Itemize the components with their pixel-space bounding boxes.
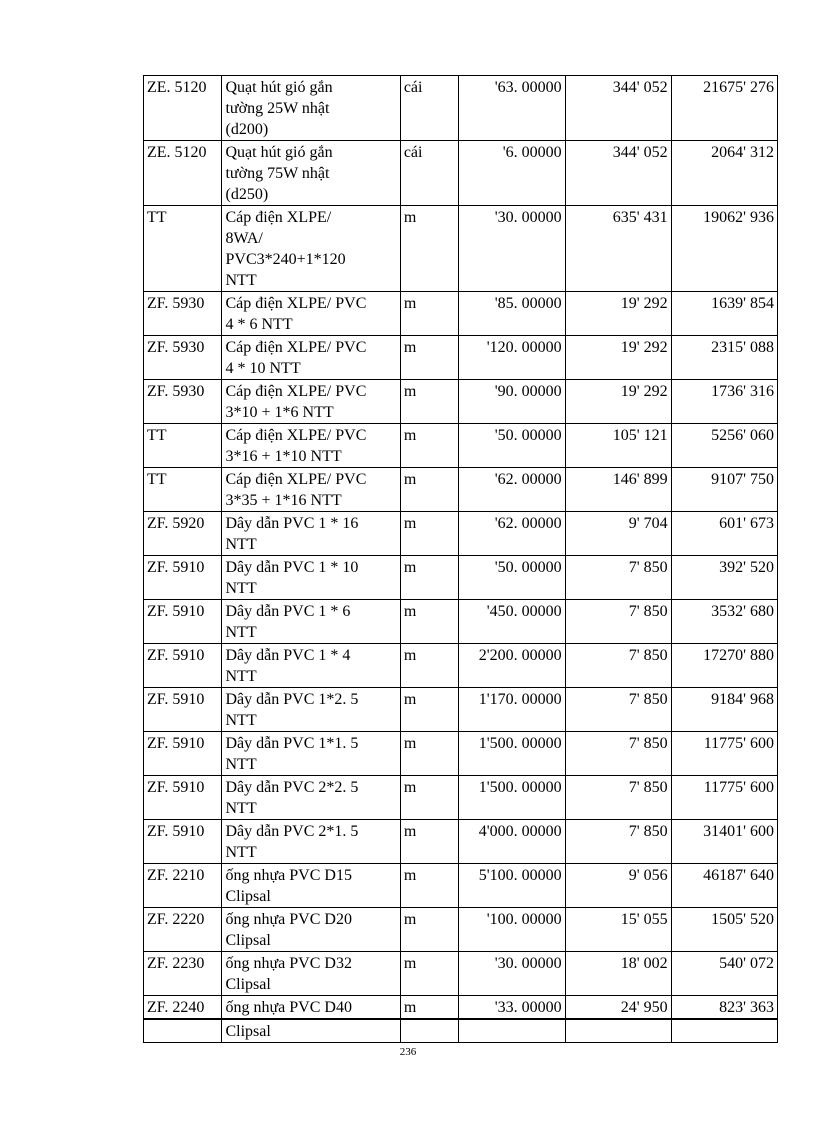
amount-cell: 9184' 968 bbox=[671, 688, 777, 732]
item-code-cell: TT bbox=[144, 468, 222, 512]
table-row bbox=[144, 336, 778, 380]
description-line: NTT bbox=[225, 844, 257, 861]
description-line: Quạt hút gió gắn bbox=[225, 144, 333, 161]
unit-cell: m bbox=[400, 424, 459, 468]
unit-price-cell: 24' 950 bbox=[565, 996, 671, 1020]
description-line: 3*10 + 1*6 NTT bbox=[225, 404, 334, 421]
item-code-cell: ZF. 2230 bbox=[144, 952, 222, 996]
amount-cell: 540' 072 bbox=[671, 952, 777, 996]
description-line: NTT bbox=[225, 624, 257, 641]
amount-cell: 2315' 088 bbox=[671, 336, 777, 380]
table-row bbox=[144, 512, 778, 556]
quantity-cell bbox=[459, 1019, 565, 1043]
amount-cell: 1639' 854 bbox=[671, 292, 777, 336]
unit-cell: m bbox=[400, 776, 459, 820]
quantity-cell: '30. 00000 bbox=[459, 952, 565, 996]
table-row bbox=[144, 600, 778, 644]
quantity-cell: 4'000. 00000 bbox=[459, 820, 565, 864]
unit-cell: cái bbox=[400, 76, 459, 141]
unit-price-cell: 146' 899 bbox=[565, 468, 671, 512]
description-cell bbox=[222, 776, 400, 820]
quantity-cell: 1'170. 00000 bbox=[459, 688, 565, 732]
table-row bbox=[144, 732, 778, 776]
description-line: NTT bbox=[225, 756, 257, 773]
item-code-cell: TT bbox=[144, 424, 222, 468]
item-code-cell: ZF. 5930 bbox=[144, 292, 222, 336]
description-line: NTT bbox=[225, 712, 257, 729]
table-row bbox=[144, 776, 778, 820]
table-row bbox=[144, 424, 778, 468]
item-code-cell: TT bbox=[144, 206, 222, 292]
unit-cell: m bbox=[400, 952, 459, 996]
table-row bbox=[144, 556, 778, 600]
description-line: Cáp điện XLPE/ PVC bbox=[225, 427, 367, 444]
amount-cell: 11775' 600 bbox=[671, 776, 777, 820]
item-code-cell: ZF. 5910 bbox=[144, 820, 222, 864]
description-line: NTT bbox=[225, 800, 257, 817]
unit-price-cell: 635' 431 bbox=[565, 206, 671, 292]
amount-cell: 3532' 680 bbox=[671, 600, 777, 644]
description-line: 8WA/ bbox=[225, 230, 263, 247]
quantity-cell: '63. 00000 bbox=[459, 76, 565, 141]
amount-cell: 31401' 600 bbox=[671, 820, 777, 864]
unit-cell: m bbox=[400, 600, 459, 644]
unit-cell: m bbox=[400, 688, 459, 732]
table-row bbox=[144, 820, 778, 864]
unit-price-cell: 9' 704 bbox=[565, 512, 671, 556]
description-cell bbox=[222, 600, 400, 644]
description-line: NTT bbox=[225, 668, 257, 685]
unit-price-cell: 15' 055 bbox=[565, 908, 671, 952]
unit-price-cell: 105' 121 bbox=[565, 424, 671, 468]
table-row bbox=[144, 468, 778, 512]
description-cell bbox=[222, 864, 400, 908]
description-line: Clipsal bbox=[225, 932, 271, 949]
description-cell bbox=[222, 336, 400, 380]
table-row bbox=[144, 864, 778, 908]
unit-cell: m bbox=[400, 644, 459, 688]
quantity-cell: '33. 00000 bbox=[459, 996, 565, 1020]
description-line: Quạt hút gió gắn bbox=[225, 79, 333, 96]
page-number: 236 bbox=[399, 1046, 417, 1058]
description-line: ống nhựa PVC D20 bbox=[225, 911, 352, 928]
table-row bbox=[144, 76, 778, 141]
description-line: Clipsal bbox=[225, 976, 271, 993]
unit-price-cell: 7' 850 bbox=[565, 600, 671, 644]
amount-cell: 11775' 600 bbox=[671, 732, 777, 776]
description-line: 4 * 6 NTT bbox=[225, 316, 293, 333]
description-cell bbox=[222, 141, 400, 206]
unit-cell: m bbox=[400, 206, 459, 292]
item-code-cell: ZF. 5910 bbox=[144, 688, 222, 732]
table-row bbox=[144, 908, 778, 952]
description-line: Dây dẫn PVC 1 * 6 bbox=[225, 603, 351, 620]
table-row bbox=[144, 644, 778, 688]
table-body bbox=[144, 76, 778, 1043]
quantity-cell: '100. 00000 bbox=[459, 908, 565, 952]
item-code-cell: ZF. 2220 bbox=[144, 908, 222, 952]
amount-cell: 46187' 640 bbox=[671, 864, 777, 908]
item-code-cell bbox=[144, 1019, 222, 1043]
description-line: Cáp điện XLPE/ PVC bbox=[225, 383, 367, 400]
description-line: tường 25W nhật bbox=[225, 100, 330, 117]
table-row bbox=[144, 141, 778, 206]
description-cell bbox=[222, 1019, 400, 1043]
unit-price-cell: 19' 292 bbox=[565, 380, 671, 424]
description-line: 3*16 + 1*10 NTT bbox=[225, 448, 342, 465]
description-cell bbox=[222, 380, 400, 424]
unit-price-cell: 19' 292 bbox=[565, 292, 671, 336]
unit-cell: m bbox=[400, 556, 459, 600]
description-line: Dây dẫn PVC 2*1. 5 bbox=[225, 823, 359, 840]
description-line: Dây dẫn PVC 1 * 16 bbox=[225, 515, 359, 532]
description-line: 4 * 10 NTT bbox=[225, 360, 301, 377]
description-line: ống nhựa PVC D32 bbox=[225, 955, 352, 972]
description-line: NTT bbox=[225, 580, 257, 597]
unit-cell: m bbox=[400, 336, 459, 380]
description-line: PVC3*240+1*120 bbox=[225, 251, 346, 268]
unit-cell: m bbox=[400, 292, 459, 336]
description-line: Dây dẫn PVC 1 * 10 bbox=[225, 559, 359, 576]
description-line: (d200) bbox=[225, 121, 269, 138]
quantity-cell: 1'500. 00000 bbox=[459, 732, 565, 776]
description-line: Dây dẫn PVC 1*1. 5 bbox=[225, 735, 359, 752]
item-code-cell: ZF. 5910 bbox=[144, 600, 222, 644]
table-row bbox=[144, 1019, 778, 1043]
unit-price-cell: 7' 850 bbox=[565, 732, 671, 776]
quantity-cell: '62. 00000 bbox=[459, 512, 565, 556]
unit-price-cell: 18' 002 bbox=[565, 952, 671, 996]
description-cell bbox=[222, 820, 400, 864]
description-cell bbox=[222, 556, 400, 600]
unit-price-cell: 7' 850 bbox=[565, 644, 671, 688]
quantity-cell: '50. 00000 bbox=[459, 556, 565, 600]
amount-cell: 5256' 060 bbox=[671, 424, 777, 468]
item-code-cell: ZE. 5120 bbox=[144, 76, 222, 141]
description-cell bbox=[222, 732, 400, 776]
unit-price-cell: 344' 052 bbox=[565, 141, 671, 206]
item-code-cell: ZF. 5910 bbox=[144, 556, 222, 600]
description-cell bbox=[222, 644, 400, 688]
amount-cell: 21675' 276 bbox=[671, 76, 777, 141]
quantity-cell: '450. 00000 bbox=[459, 600, 565, 644]
description-cell bbox=[222, 292, 400, 336]
amount-cell bbox=[671, 1019, 777, 1043]
unit-cell: m bbox=[400, 732, 459, 776]
description-line: ống nhựa PVC D15 bbox=[225, 867, 352, 884]
quantity-cell: '62. 00000 bbox=[459, 468, 565, 512]
quantity-cell: 2'200. 00000 bbox=[459, 644, 565, 688]
description-cell bbox=[222, 424, 400, 468]
description-line: Clipsal bbox=[225, 888, 271, 905]
description-line: Dây dẫn PVC 1 * 4 bbox=[225, 647, 351, 664]
amount-cell: 17270' 880 bbox=[671, 644, 777, 688]
unit-cell: cái bbox=[400, 141, 459, 206]
item-code-cell: ZF. 5930 bbox=[144, 336, 222, 380]
quantity-cell: '30. 00000 bbox=[459, 206, 565, 292]
description-cell bbox=[222, 908, 400, 952]
item-code-cell: ZF. 2210 bbox=[144, 864, 222, 908]
item-code-cell: ZF. 5930 bbox=[144, 380, 222, 424]
unit-cell: m bbox=[400, 864, 459, 908]
item-code-cell: ZF. 5910 bbox=[144, 644, 222, 688]
unit-cell bbox=[400, 1019, 459, 1043]
description-line: 3*35 + 1*16 NTT bbox=[225, 492, 342, 509]
description-line: Dây dẫn PVC 2*2. 5 bbox=[225, 779, 359, 796]
item-code-cell: ZE. 5120 bbox=[144, 141, 222, 206]
unit-cell: m bbox=[400, 468, 459, 512]
item-code-cell: ZF. 5910 bbox=[144, 776, 222, 820]
unit-price-cell: 7' 850 bbox=[565, 688, 671, 732]
unit-cell: m bbox=[400, 512, 459, 556]
amount-cell: 1505' 520 bbox=[671, 908, 777, 952]
unit-cell: m bbox=[400, 996, 459, 1020]
amount-cell: 2064' 312 bbox=[671, 141, 777, 206]
description-cell bbox=[222, 468, 400, 512]
item-code-cell: ZF. 2240 bbox=[144, 996, 222, 1020]
description-cell bbox=[222, 952, 400, 996]
description-line: Cáp điện XLPE/ PVC bbox=[225, 471, 367, 488]
unit-price-cell bbox=[565, 1019, 671, 1043]
quantity-cell: '85. 00000 bbox=[459, 292, 565, 336]
table-row bbox=[144, 952, 778, 996]
item-code-cell: ZF. 5920 bbox=[144, 512, 222, 556]
description-cell bbox=[222, 996, 400, 1020]
amount-cell: 392' 520 bbox=[671, 556, 777, 600]
unit-price-cell: 344' 052 bbox=[565, 76, 671, 141]
description-line: Dây dẫn PVC 1*2. 5 bbox=[225, 691, 359, 708]
description-line: Cáp điện XLPE/ PVC bbox=[225, 339, 367, 356]
description-line: ống nhựa PVC D40 bbox=[225, 999, 352, 1016]
table-row bbox=[144, 380, 778, 424]
quantity-cell: 1'500. 00000 bbox=[459, 776, 565, 820]
unit-price-cell: 19' 292 bbox=[565, 336, 671, 380]
description-line: tường 75W nhật bbox=[225, 165, 330, 182]
unit-price-cell: 7' 850 bbox=[565, 820, 671, 864]
description-cell bbox=[222, 76, 400, 141]
unit-cell: m bbox=[400, 820, 459, 864]
amount-cell: 9107' 750 bbox=[671, 468, 777, 512]
bill-of-quantities-table bbox=[143, 75, 778, 1043]
unit-price-cell: 7' 850 bbox=[565, 556, 671, 600]
quantity-cell: '90. 00000 bbox=[459, 380, 565, 424]
item-code-cell: ZF. 5910 bbox=[144, 732, 222, 776]
unit-price-cell: 9' 056 bbox=[565, 864, 671, 908]
quantity-cell: '50. 00000 bbox=[459, 424, 565, 468]
description-line: (d250) bbox=[225, 186, 269, 203]
unit-cell: m bbox=[400, 908, 459, 952]
table-row bbox=[144, 292, 778, 336]
description-line: Clipsal bbox=[225, 1023, 271, 1040]
amount-cell: 823' 363 bbox=[671, 996, 777, 1020]
quantity-cell: 5'100. 00000 bbox=[459, 864, 565, 908]
description-line: NTT bbox=[225, 272, 257, 289]
table-row bbox=[144, 996, 778, 1020]
description-cell bbox=[222, 512, 400, 556]
description-line: Cáp điện XLPE/ PVC bbox=[225, 295, 367, 312]
unit-cell: m bbox=[400, 380, 459, 424]
table-row bbox=[144, 688, 778, 732]
quantity-cell: '6. 00000 bbox=[459, 141, 565, 206]
description-line: Cáp điện XLPE/ bbox=[225, 209, 332, 226]
description-cell bbox=[222, 688, 400, 732]
amount-cell: 601' 673 bbox=[671, 512, 777, 556]
amount-cell: 1736' 316 bbox=[671, 380, 777, 424]
quantity-cell: '120. 00000 bbox=[459, 336, 565, 380]
unit-price-cell: 7' 850 bbox=[565, 776, 671, 820]
table-row bbox=[144, 206, 778, 292]
description-cell bbox=[222, 206, 400, 292]
description-line: NTT bbox=[225, 536, 257, 553]
amount-cell: 19062' 936 bbox=[671, 206, 777, 292]
